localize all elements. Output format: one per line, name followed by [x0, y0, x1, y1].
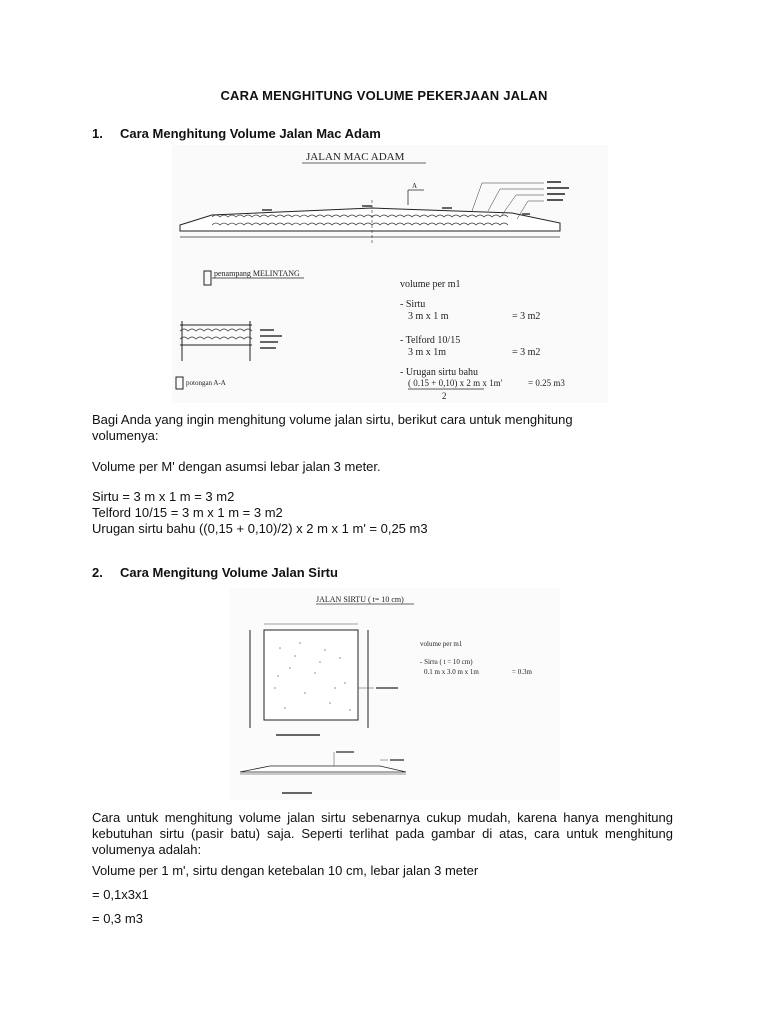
document-title: CARA MENGHITUNG VOLUME PEKERJAAN JALAN — [220, 88, 548, 103]
mac-adam-urugan-label: - Urugan sirtu bahu — [400, 367, 479, 378]
calc-line: Telford 10/15 = 3 m x 1 m = 3 m2 — [92, 505, 283, 520]
mac-adam-telford-label: - Telford 10/15 — [400, 335, 461, 346]
mac-adam-urugan-result: = 0.25 m3 — [528, 378, 565, 388]
mac-adam-telford-calc: 3 m x 1m — [408, 347, 447, 358]
section-2-calc-2: = 0,1x3x1 — [92, 887, 149, 902]
mac-adam-urugan-denominator: 2 — [442, 391, 447, 401]
section-1-assumption: Volume per M' dengan asumsi lebar jalan 3 meter. — [92, 459, 381, 474]
sirtu-volume-header: volume per m1 — [420, 640, 463, 648]
cross-section-label: penampang MELINTANG — [214, 269, 300, 278]
calc-line: Urugan sirtu bahu ((0,15 + 0,10)/2) x 2 m x 1 m' = 0,25 m3 — [92, 521, 428, 536]
mac-adam-sirtu-result: = 3 m2 — [512, 311, 541, 322]
section-2-title: Cara Mengitung Volume Jalan Sirtu — [120, 565, 338, 580]
sirtu-line-result: = 0.3m — [512, 668, 532, 676]
cut-section-label: potongan A-A — [186, 379, 226, 387]
mac-adam-urugan-calc: ( 0.15 + 0,10) x 2 m x 1m' — [408, 378, 503, 388]
section-1-calculations — [92, 489, 672, 537]
section-1-number: 1. — [92, 126, 103, 141]
mac-adam-road-figure — [172, 145, 608, 403]
sirtu-road-figure — [230, 588, 560, 800]
sirtu-line-label: - Sirtu ( t = 10 cm) — [420, 658, 473, 666]
cut-marker-label: A — [412, 182, 418, 190]
figure-2-title: JALAN SIRTU ( t= 10 cm) — [316, 595, 404, 604]
mac-adam-sirtu-label: - Sirtu — [400, 299, 426, 310]
calc-line: Sirtu = 3 m x 1 m = 3 m2 — [92, 489, 235, 504]
sirtu-line-calc: 0.1 m x 3.0 m x 1m — [424, 668, 479, 676]
figure-1-title: JALAN MAC ADAM — [306, 151, 405, 163]
section-2-heading — [92, 565, 338, 580]
mac-adam-volume-header: volume per m1 — [400, 279, 461, 290]
mac-adam-sirtu-calc: 3 m x 1 m — [408, 311, 449, 322]
mac-adam-telford-result: = 3 m2 — [512, 347, 541, 358]
section-1-paragraph: Bagi Anda yang ingin menghitung volume jalan sirtu, berikut cara untuk menghitung volumenya: — [92, 412, 573, 443]
section-2-calc-1: Volume per 1 m', sirtu dengan ketebalan 10 cm, lebar jalan 3 meter — [92, 863, 479, 878]
section-2-paragraph: Cara untuk menghitung volume jalan sirtu sebenarnya cukup mudah, karena hanya menghitung kebutuhan sirtu (pasir batu) saja. Seperti terlihat pada gambar di atas, cara untuk menghitung volumenya adalah: — [92, 810, 673, 857]
section-2-calc-3: = 0,3 m3 — [92, 911, 143, 926]
section-1-heading — [92, 126, 381, 141]
section-2-number: 2. — [92, 565, 103, 580]
section-1-title: Cara Menghitung Volume Jalan Mac Adam — [120, 126, 381, 141]
